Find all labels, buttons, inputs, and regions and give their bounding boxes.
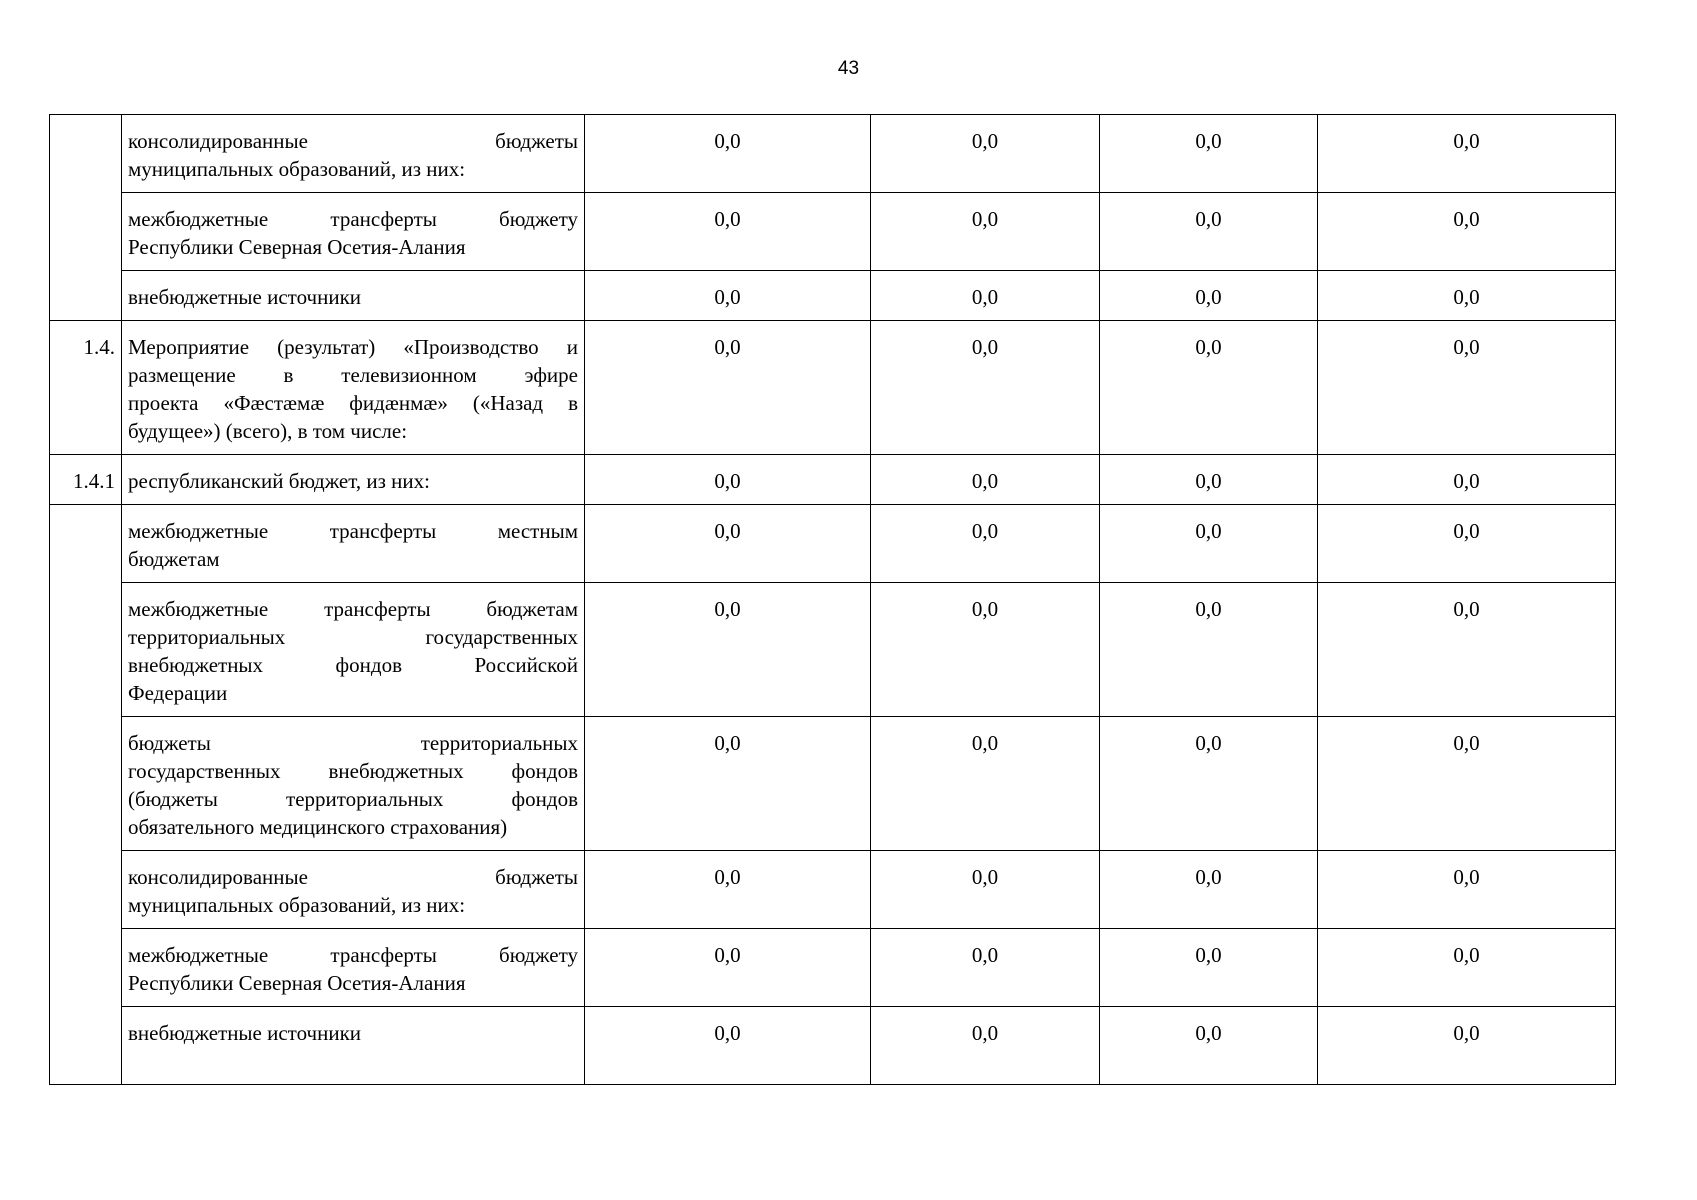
table-row	[50, 115, 1616, 193]
table-row	[50, 583, 1616, 717]
row-description	[122, 115, 585, 193]
value-cell: 0,0	[585, 583, 871, 717]
table-row	[50, 455, 1616, 505]
row-number-cell	[50, 115, 122, 321]
row-description	[122, 717, 585, 851]
value-cell: 0,0	[585, 193, 871, 271]
description-line: межбюджетные трансферты бюджету	[128, 207, 578, 231]
value-cell: 0,0	[871, 455, 1100, 505]
value-cell: 0,0	[871, 321, 1100, 455]
value-cell: 0,0	[1100, 321, 1318, 455]
value-cell: 0,0	[1100, 1007, 1318, 1085]
value-cell: 0,0	[1318, 321, 1616, 455]
row-description	[122, 851, 585, 929]
value-cell: 0,0	[1100, 455, 1318, 505]
table-row	[50, 271, 1616, 321]
value-cell: 0,0	[585, 455, 871, 505]
table-row	[50, 929, 1616, 1007]
value-cell: 0,0	[1318, 1007, 1616, 1085]
value-cell: 0,0	[1318, 115, 1616, 193]
description-line: государственных внебюджетных фондов	[128, 759, 578, 783]
description-line: (бюджеты территориальных фондов	[128, 787, 578, 811]
row-description	[122, 321, 585, 455]
description-line: бюджеты территориальных	[128, 731, 578, 755]
row-description	[122, 271, 585, 321]
value-cell: 0,0	[1100, 717, 1318, 851]
description-line: муниципальных образований, из них:	[128, 157, 466, 181]
description-line: Республики Северная Осетия-Алания	[128, 235, 466, 259]
value-cell: 0,0	[1318, 271, 1616, 321]
budget-table	[49, 114, 1616, 1085]
description-line: межбюджетные трансферты местным	[128, 519, 578, 543]
row-description	[122, 505, 585, 583]
value-cell: 0,0	[585, 271, 871, 321]
description-line: Федерации	[128, 681, 228, 705]
row-description	[122, 455, 585, 505]
description-line: будущее») (всего), в том числе:	[128, 419, 408, 443]
value-cell: 0,0	[1100, 271, 1318, 321]
description-line: внебюджетных фондов Российской	[128, 653, 578, 677]
row-number-cell: 1.4.1	[50, 455, 122, 505]
value-cell: 0,0	[871, 505, 1100, 583]
value-cell: 0,0	[585, 929, 871, 1007]
description-line: консолидированные бюджеты	[128, 865, 578, 889]
table-row	[50, 851, 1616, 929]
value-cell: 0,0	[871, 929, 1100, 1007]
value-cell: 0,0	[1318, 929, 1616, 1007]
value-cell: 0,0	[1100, 851, 1318, 929]
description-line: Республики Северная Осетия-Алания	[128, 971, 466, 995]
description-line: муниципальных образований, из них:	[128, 893, 466, 917]
value-cell: 0,0	[1318, 505, 1616, 583]
row-description	[122, 193, 585, 271]
description-line: обязательного медицинского страхования)	[128, 815, 508, 839]
description-line: бюджетам	[128, 547, 220, 571]
description-line: межбюджетные трансферты бюджетам	[128, 597, 578, 621]
value-cell: 0,0	[1100, 193, 1318, 271]
value-cell: 0,0	[1318, 583, 1616, 717]
table-row	[50, 1007, 1616, 1085]
value-cell: 0,0	[1318, 851, 1616, 929]
value-cell: 0,0	[585, 717, 871, 851]
value-cell: 0,0	[585, 1007, 871, 1085]
value-cell: 0,0	[1100, 505, 1318, 583]
description-line: территориальных государственных	[128, 625, 578, 649]
value-cell: 0,0	[585, 321, 871, 455]
description-line: внебюджетные источники	[128, 285, 362, 309]
value-cell: 0,0	[1318, 717, 1616, 851]
page-number: 43	[837, 58, 860, 79]
value-cell: 0,0	[1100, 929, 1318, 1007]
table-row	[50, 321, 1616, 455]
table-row	[50, 717, 1616, 851]
description-line: Мероприятие (результат) «Производство и	[128, 335, 578, 359]
value-cell: 0,0	[871, 1007, 1100, 1085]
description-line: республиканский бюджет, из них:	[128, 469, 430, 493]
value-cell: 0,0	[871, 583, 1100, 717]
value-cell: 0,0	[871, 851, 1100, 929]
value-cell: 0,0	[871, 193, 1100, 271]
value-cell: 0,0	[1318, 455, 1616, 505]
row-description	[122, 929, 585, 1007]
value-cell: 0,0	[1100, 115, 1318, 193]
table-row	[50, 505, 1616, 583]
value-cell: 0,0	[871, 717, 1100, 851]
value-cell: 0,0	[871, 271, 1100, 321]
row-number-cell: 1.4.	[50, 321, 122, 455]
row-description	[122, 583, 585, 717]
value-cell: 0,0	[1318, 193, 1616, 271]
table-row	[50, 193, 1616, 271]
value-cell: 0,0	[1100, 583, 1318, 717]
value-cell: 0,0	[871, 115, 1100, 193]
value-cell: 0,0	[585, 851, 871, 929]
description-line: межбюджетные трансферты бюджету	[128, 943, 578, 967]
row-description	[122, 1007, 585, 1085]
description-line: размещение в телевизионном эфире	[128, 363, 578, 387]
value-cell: 0,0	[585, 505, 871, 583]
description-line: проекта «Фæстæмæ фидæнмæ» («Назад в	[128, 391, 578, 415]
description-line: внебюджетные источники	[128, 1021, 362, 1045]
description-line: консолидированные бюджеты	[128, 129, 578, 153]
row-number-cell	[50, 505, 122, 1085]
value-cell: 0,0	[585, 115, 871, 193]
